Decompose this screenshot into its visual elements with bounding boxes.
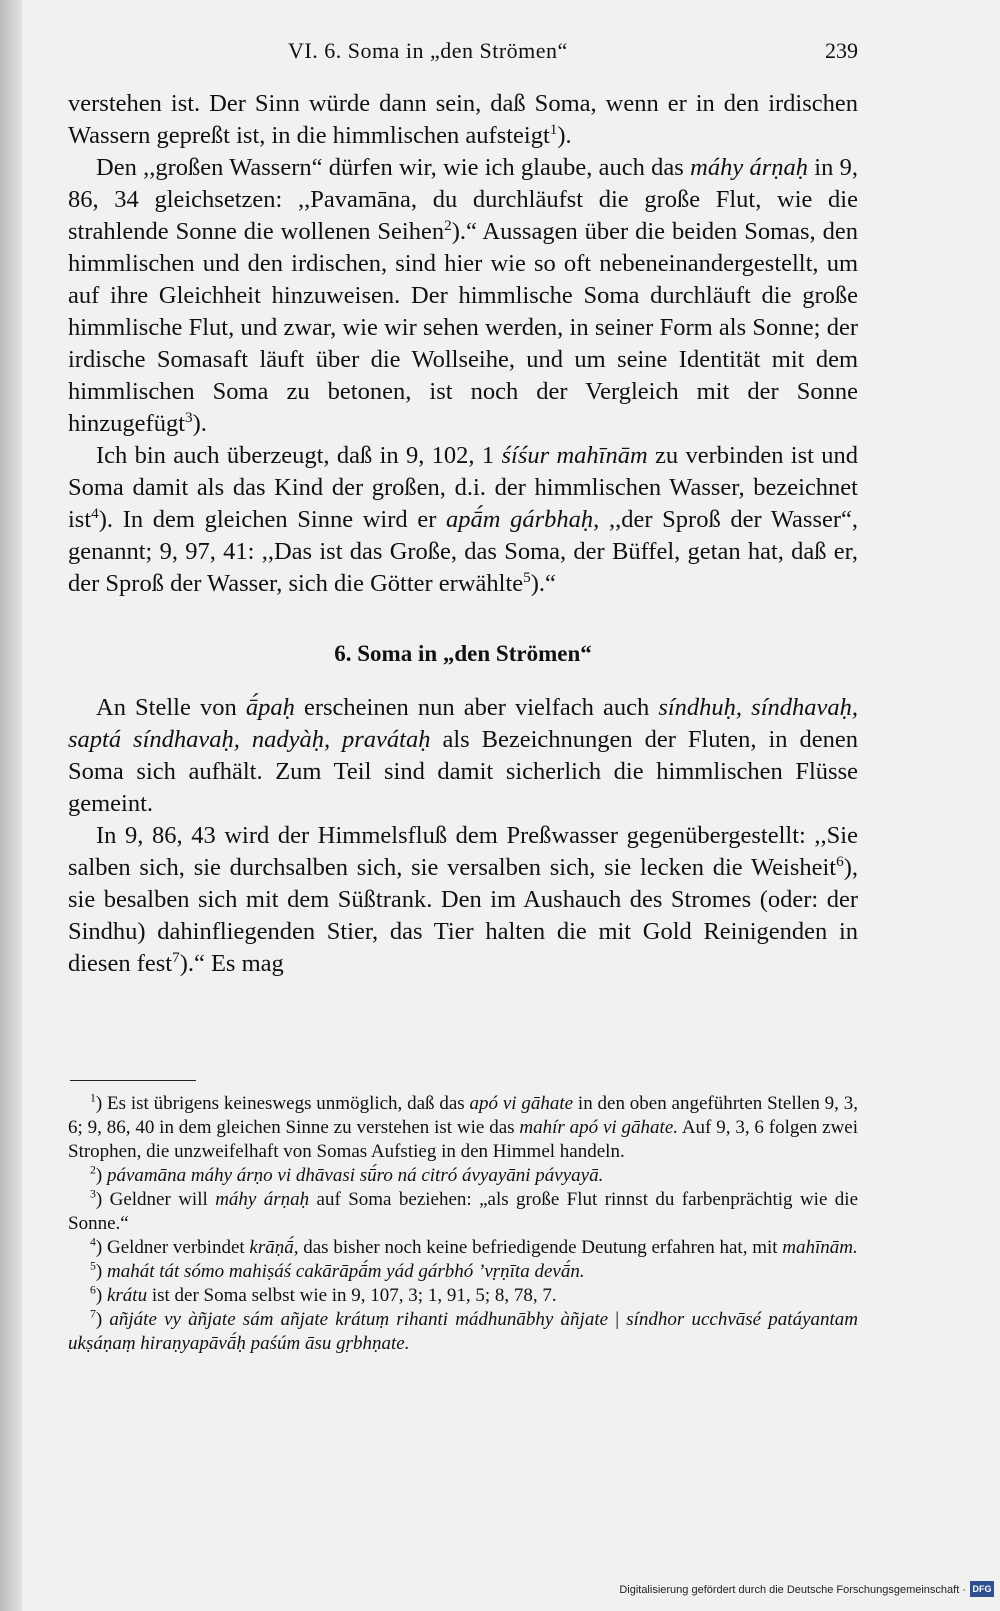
page-number: 239 [825,38,858,63]
footnote-ref-4[interactable]: 4 [91,504,99,522]
footnote-7: $^7$) añjáte vy àñjate sám añjate krátuṃ rihanti mádhunābhy àñjate | síndhor ucchvāsé patáyantam ukṣáṇaṃ hiraṇyapāvā́ḥ paśúm āsu gṛbhṇate. [68,1307,859,1354]
paragraph-1: verstehen ist. Der Sinn würde dann sein, daß Soma, wenn er in den irdischen Wassern gepreßt ist, in die himmlischen aufsteigt$^1$). [68,90,858,149]
sanskrit-term: síndhuḥ, síndhavaḥ, saptá síndhavaḥ, nadyàḥ, pravátaḥ [68,694,859,753]
footnote-ref-2[interactable]: 2 [444,216,452,234]
paragraph-4: An Stelle von ā́paḥ erscheinen nun aber vielfach auch síndhuḥ, síndhavaḥ, saptá síndhavaḥ, nadyàḥ, pravátaḥ als Bezeichnungen der Fluten, in denen Soma sich aufhält. Zum Teil sind damit sicherlich die himmlischen Flüsse gemeint. [68,694,859,817]
footnote-6: $^6$) krátu ist der Soma selbst wie in 9, 107, 3; 1, 91, 5; 8, 78, 7. [90,1283,557,1306]
main-text [68,88,858,980]
footnote-ref-5[interactable]: 5 [523,568,531,586]
paragraph-2: Den ,,großen Wassern“ dürfen wir, wie ich glaube, auch das máhy árṇaḥ in 9, 86, 34 gleichsetzen: ,,Pavamāna, du durchläufst die große Flut, wie die strahlende Sonne die wollenen Seihen$^2$).“ Aussagen über die beiden Somas, den himmlischen und den irdischen, sind hier wie so oft nebeneinandergestellt, um auf ihre Gleichheit hinzuweisen. Der himmlische Soma durchläuft die große himmlische Flut, und zwar, wie wir sehen werden, in seiner Form als Sonne; der irdische Somasaft läuft über die Wollseihe, und um seine Identität mit dem himmlischen Soma zu betonen, ist noch der Vergleich mit der Sonne hinzugefügt$^3$). [68,154,859,437]
footnote-2: $^2$) pávamāna máhy árṇo vi dhāvasi sū́ro ná citró ávyayāni pávyayā. [90,1163,604,1186]
page-gutter-shadow [0,0,22,1611]
paragraph-5: In 9, 86, 43 wird der Himmelsfluß dem Preßwasser gegenübergestellt: ,,Sie salben sich, sie durchsalben sich, sie versalben sich, sie lecken die Weisheit$^6$), sie besalben sich mit dem Süßtrank. Den im Aushauch des Stromes (oder: der Sindhu) dahinfliegenden Stier, das Tier halten die mit Gold Reinigenden in diesen fest$^7$).“ Es mag [68,822,858,977]
running-header [68,38,858,68]
sanskrit-term: máhy árṇaḥ [690,154,809,181]
footnote-ref-1[interactable]: 1 [549,120,558,138]
footnote-ref-7[interactable]: 7 [172,948,180,966]
section-heading: 6. Soma in „den Strömen“ [334,641,592,666]
paragraph-3: Ich bin auch überzeugt, daß in 9, 102, 1 śíśur mahīnām zu verbinden ist und Soma damit als das Kind der großen, d.i. der himmlischen Wasser, bezeichnet ist$^4$). In dem gleichen Sinne wird er apā́m gárbhaḥ, ,,der Sproß der Wasser“, genannt; 9, 97, 41: ,,Das ist das Große, das Soma, der Büffel, getan hat, daß er, der Sproß der Wasser, sich die Götter erwählte$^5$).“ [68,442,859,597]
footnote-ref-3[interactable]: 3 [185,408,193,426]
footnote-3: $^3$) Geldner will máhy árṇaḥ auf Soma beziehen: „als große Flut rinnst du farbenprächtig wie die Sonne.“ [68,1187,859,1234]
sanskrit-term: śíśur mahīnām [501,442,648,469]
footnote-4: $^4$) Geldner verbindet krāṇā́, das bisher noch keine befriedigende Deutung erfahren hat, mit mahīnām. [90,1235,858,1258]
footnote-1: $^1$) Es ist übrigens keineswegs unmöglich, daß das apó vi gāhate in den oben angeführten Stellen 9, 3, 6; 9, 86, 40 in dem gleichen Sinne zu verstehen ist wie das mahír apó vi gāhate. Auf 9, 3, 6 folgen zwei Strophen, die unzweifelhaft von Somas Aufstieg in den Himmel handeln. [68,1091,859,1162]
footnote-divider [70,1080,196,1081]
footnote-ref-6[interactable]: 6 [836,852,844,870]
footnote-5: $^5$) mahát tát sómo mahiṣáś cakārāpā́m yád gárbhó ’vṛṇīta devā́n. [90,1259,585,1282]
sanskrit-term: ā́paḥ [245,694,295,721]
running-title: VI. 6. Soma in „den Strömen“ [288,38,568,63]
footnotes [68,1092,858,1356]
digitization-credit: Digitalisierung gefördert durch die Deutsche Forschungsgemeinschaft · [619,1584,966,1596]
dfg-logo-icon: DFG [970,1581,994,1597]
sanskrit-term: apā́m gárbhaḥ, [446,506,600,533]
